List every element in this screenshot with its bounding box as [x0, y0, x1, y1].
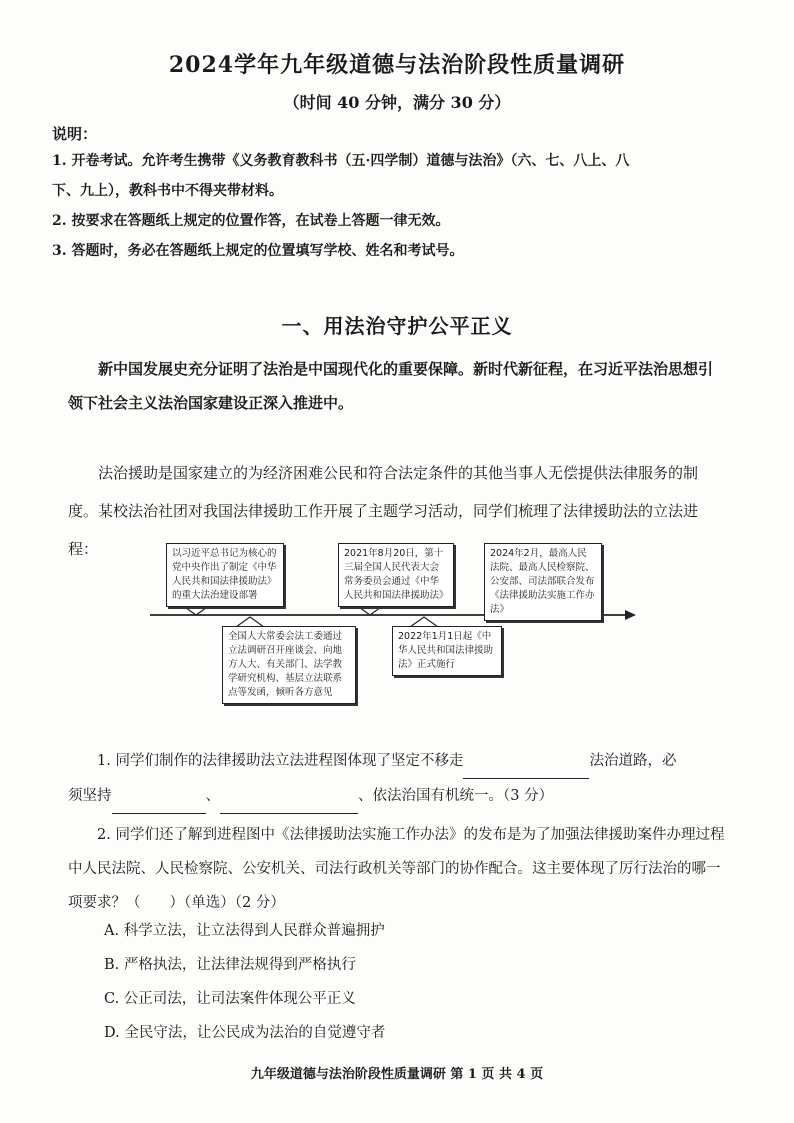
timeline-box-1: 以习近平总书记为核心的党中央作出了制定《中华人民共和国法律援助法》的重大法治建设部署 [166, 543, 284, 607]
timeline-box-4: 2022年1月1日起《中华人民共和国法律援助法》正式施行 [392, 626, 502, 676]
option-c[interactable]: C. 公正司法，让司法案件体现公平正义 [104, 991, 356, 1007]
question-2: 2. 同学们还了解到进程图中《法律援助法实施工作办法》的发布是为了加强法律援助案件办理过程中人民法院、人民检察院、公安机关、司法行政机关等部门的协作配合。这主要体现了厉行法治的哪一项要求？（ ）（单选）（2 分） [68, 827, 725, 911]
q1-blank-2[interactable] [112, 791, 206, 814]
note-item-1-cont: 下、九上），教科书中不得夹带材料。 [52, 183, 283, 199]
section-intro: 新中国发展史充分证明了法治是中国现代化的重要保障。新时代新征程，在习近平法治思想引领下社会主义法治国家建设正深入推进中。 [68, 360, 714, 412]
option-b[interactable]: B. 严格执法，让法律法规得到严格执行 [104, 957, 356, 973]
option-d[interactable]: D. 全民守法，让公民成为法治的自觉遵守者 [104, 1025, 386, 1041]
q1-text-a: 1. 同学们制作的法律援助法立法进程图体现了坚定不移走 [97, 753, 464, 769]
q1-text-d: 、依法治国有机统一。（3 分） [358, 788, 554, 804]
material-paragraph: 法治援助是国家建立的为经济困难公民和符合法定条件的其他当事人无偿提供法律服务的制度。某校法治社团对我国法律援助工作开展了主题学习活动，同学们梳理了法律援助法的立法进程： [68, 464, 699, 558]
note-item-2: 2. 按要求在答题纸上规定的位置作答，在试卷上答题一律无效。 [52, 213, 450, 229]
timeline-box-2: 全国人大常委会法工委通过立法调研召开座谈会、向地方人大、有关部门、法学教学研究机构、基层立法联系点等发函，倾听各方意见 [222, 626, 356, 704]
question-1 [68, 744, 728, 814]
exam-subtitle: （时间 40 分钟，满分 30 分） [283, 93, 511, 112]
q1-blank-3[interactable] [220, 791, 358, 814]
timeline-box-3: 2021年8月20日，第十三届全国人民代表大会常务委员会通过《中华人民共和国法律援助法》 [338, 543, 454, 607]
section-title: 一、用法治守护公平正义 [281, 314, 513, 338]
note-item-1: 1. 开卷考试。允许考生携带《义务教育教科书（五·四学制）道德与法治》（六、七、八上、八 [52, 153, 630, 169]
timeline-box-5: 2024年2月，最高人民法院、最高人民检察院、公安部、司法部联合发布《法律援助法实施工作办法》 [484, 543, 602, 621]
q1-text-b: 法治道路，必 [589, 753, 677, 769]
exam-title: 2024学年九年级道德与法治阶段性质量调研 [168, 52, 626, 78]
option-a[interactable]: A. 科学立法，让立法得到人民群众普遍拥护 [104, 923, 385, 939]
page-footer: 九年级道德与法治阶段性质量调研 第 1 页 共 4 页 [250, 1067, 544, 1082]
q1-blank-1[interactable] [463, 756, 589, 779]
timeline-arrowhead [625, 610, 636, 620]
q1-sep: 、 [205, 788, 220, 804]
note-item-3: 3. 答题时，务必在答题纸上规定的位置填写学校、姓名和考试号。 [52, 243, 464, 259]
q1-text-c: 须坚持 [68, 788, 112, 804]
notes-heading: 说明： [52, 125, 98, 143]
